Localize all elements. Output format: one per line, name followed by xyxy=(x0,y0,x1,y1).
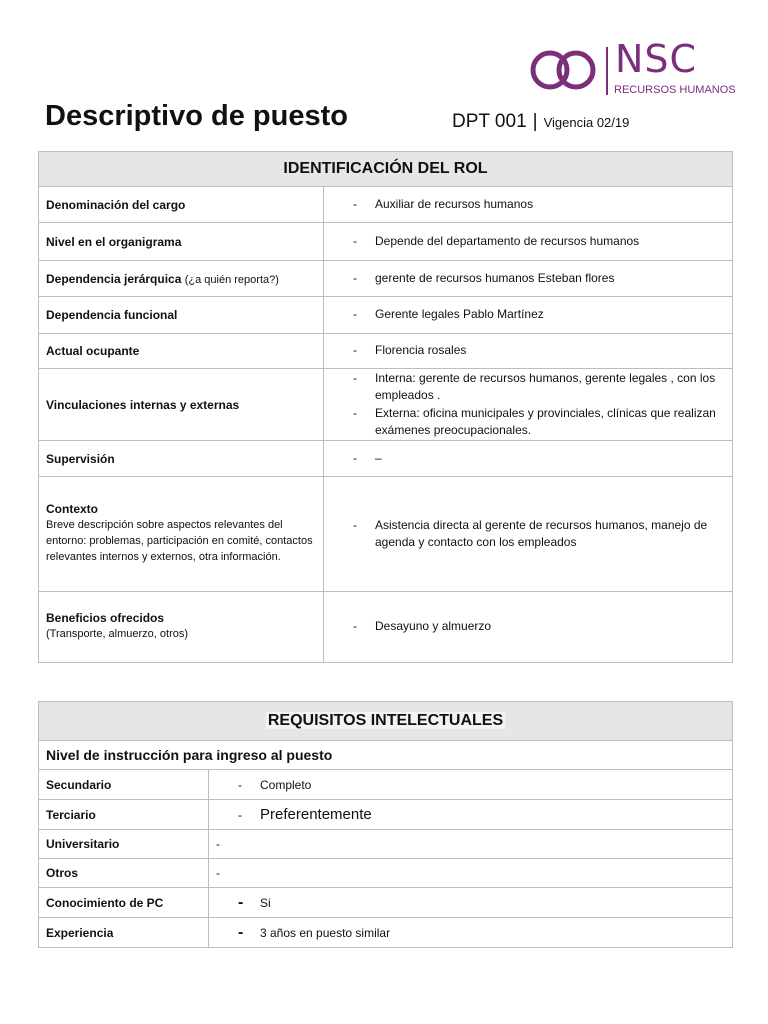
row-dash: - xyxy=(216,837,220,851)
row-label: Universitario xyxy=(39,830,209,859)
row-value: - Auxiliar de recursos humanos xyxy=(331,196,725,213)
row-value: Preferentemente xyxy=(260,806,372,823)
requisitos-heading: REQUISITOS INTELECTUALES xyxy=(267,712,504,729)
row-label: Contexto xyxy=(46,502,98,517)
row-value: - Interna: gerente de recursos humanos, gerente legales , con los empleados . xyxy=(331,370,725,405)
row-dash: - xyxy=(238,893,244,911)
table-row xyxy=(39,830,733,859)
row-label: Experiencia xyxy=(39,918,209,948)
row-dash: - xyxy=(238,923,244,941)
row-value: 3 años en puesto similar xyxy=(260,925,391,940)
row-label: Secundario xyxy=(39,770,209,800)
row-value: - Asistencia directa al gerente de recursos humanos, manejo de agenda y contacto con los empleados xyxy=(331,517,725,552)
identificacion-table xyxy=(38,151,733,663)
row-label: Beneficios ofrecidos xyxy=(46,611,165,626)
row-label: Otros xyxy=(39,859,209,888)
row-value: Completo xyxy=(260,777,312,792)
row-dash: - xyxy=(238,777,242,792)
table-row xyxy=(39,223,733,261)
code-separator: | xyxy=(532,111,538,132)
row-label: Conocimiento de PC xyxy=(39,888,209,918)
row-value: - Gerente legales Pablo Martínez xyxy=(331,306,725,323)
page-title: Descriptivo de puesto xyxy=(45,100,348,132)
row-label: Denominación del cargo xyxy=(39,187,324,223)
table-row xyxy=(39,187,733,223)
row-value: - – xyxy=(331,450,725,467)
table-row xyxy=(39,334,733,369)
row-label: Dependencia jerárquica xyxy=(46,271,182,286)
row-label: Actual ocupante xyxy=(39,334,324,369)
table-row xyxy=(39,592,733,663)
document-code: DPT 001 xyxy=(452,111,527,132)
logo-subtitle: RECURSOS HUMANOS xyxy=(614,84,736,96)
logo-divider xyxy=(606,47,608,95)
row-label: Nivel en el organigrama xyxy=(39,223,324,261)
table-row xyxy=(39,770,733,800)
table-row xyxy=(39,261,733,297)
row-label: Terciario xyxy=(39,800,209,830)
row-dash: - xyxy=(216,866,220,880)
row-value: - Externa: oficina municipales y provinciales, clínicas que realizan exámenes preocupacionales. xyxy=(331,405,725,440)
table-row xyxy=(39,297,733,334)
document-code-line xyxy=(452,111,629,133)
row-label: Dependencia funcional xyxy=(39,297,324,334)
table-row xyxy=(39,918,733,948)
row-value: - Desayuno y almuerzo xyxy=(331,618,725,635)
row-description: (Transporte, almuerzo, otros) xyxy=(46,628,189,641)
table-row xyxy=(39,441,733,477)
row-value: Si xyxy=(260,895,271,910)
row-value: - Depende del departamento de recursos humanos xyxy=(331,233,725,250)
table-row xyxy=(39,800,733,830)
row-label: Vinculaciones internas y externas xyxy=(39,369,324,441)
logo-name: NSC xyxy=(615,37,698,81)
table-row xyxy=(39,859,733,888)
row-label: Supervisión xyxy=(39,441,324,477)
requisitos-table xyxy=(38,701,733,948)
table-row xyxy=(39,369,733,441)
table-row xyxy=(39,888,733,918)
table-row xyxy=(39,477,733,592)
identificacion-heading: IDENTIFICACIÓN DEL ROL xyxy=(39,152,733,187)
row-note: (¿a quién reporta?) xyxy=(184,273,279,286)
requisitos-subheading: Nivel de instrucción para ingreso al puesto xyxy=(39,741,733,770)
row-description: Breve descripción sobre aspectos relevantes del entorno: problemas, participación en comité, contactos relevantes internos y externos, otra información. xyxy=(46,519,313,563)
vigencia: Vigencia 02/19 xyxy=(543,115,630,130)
row-value: - gerente de recursos humanos Esteban flores xyxy=(331,270,725,287)
row-value: - Florencia rosales xyxy=(331,342,725,359)
row-dash: - xyxy=(238,808,242,822)
